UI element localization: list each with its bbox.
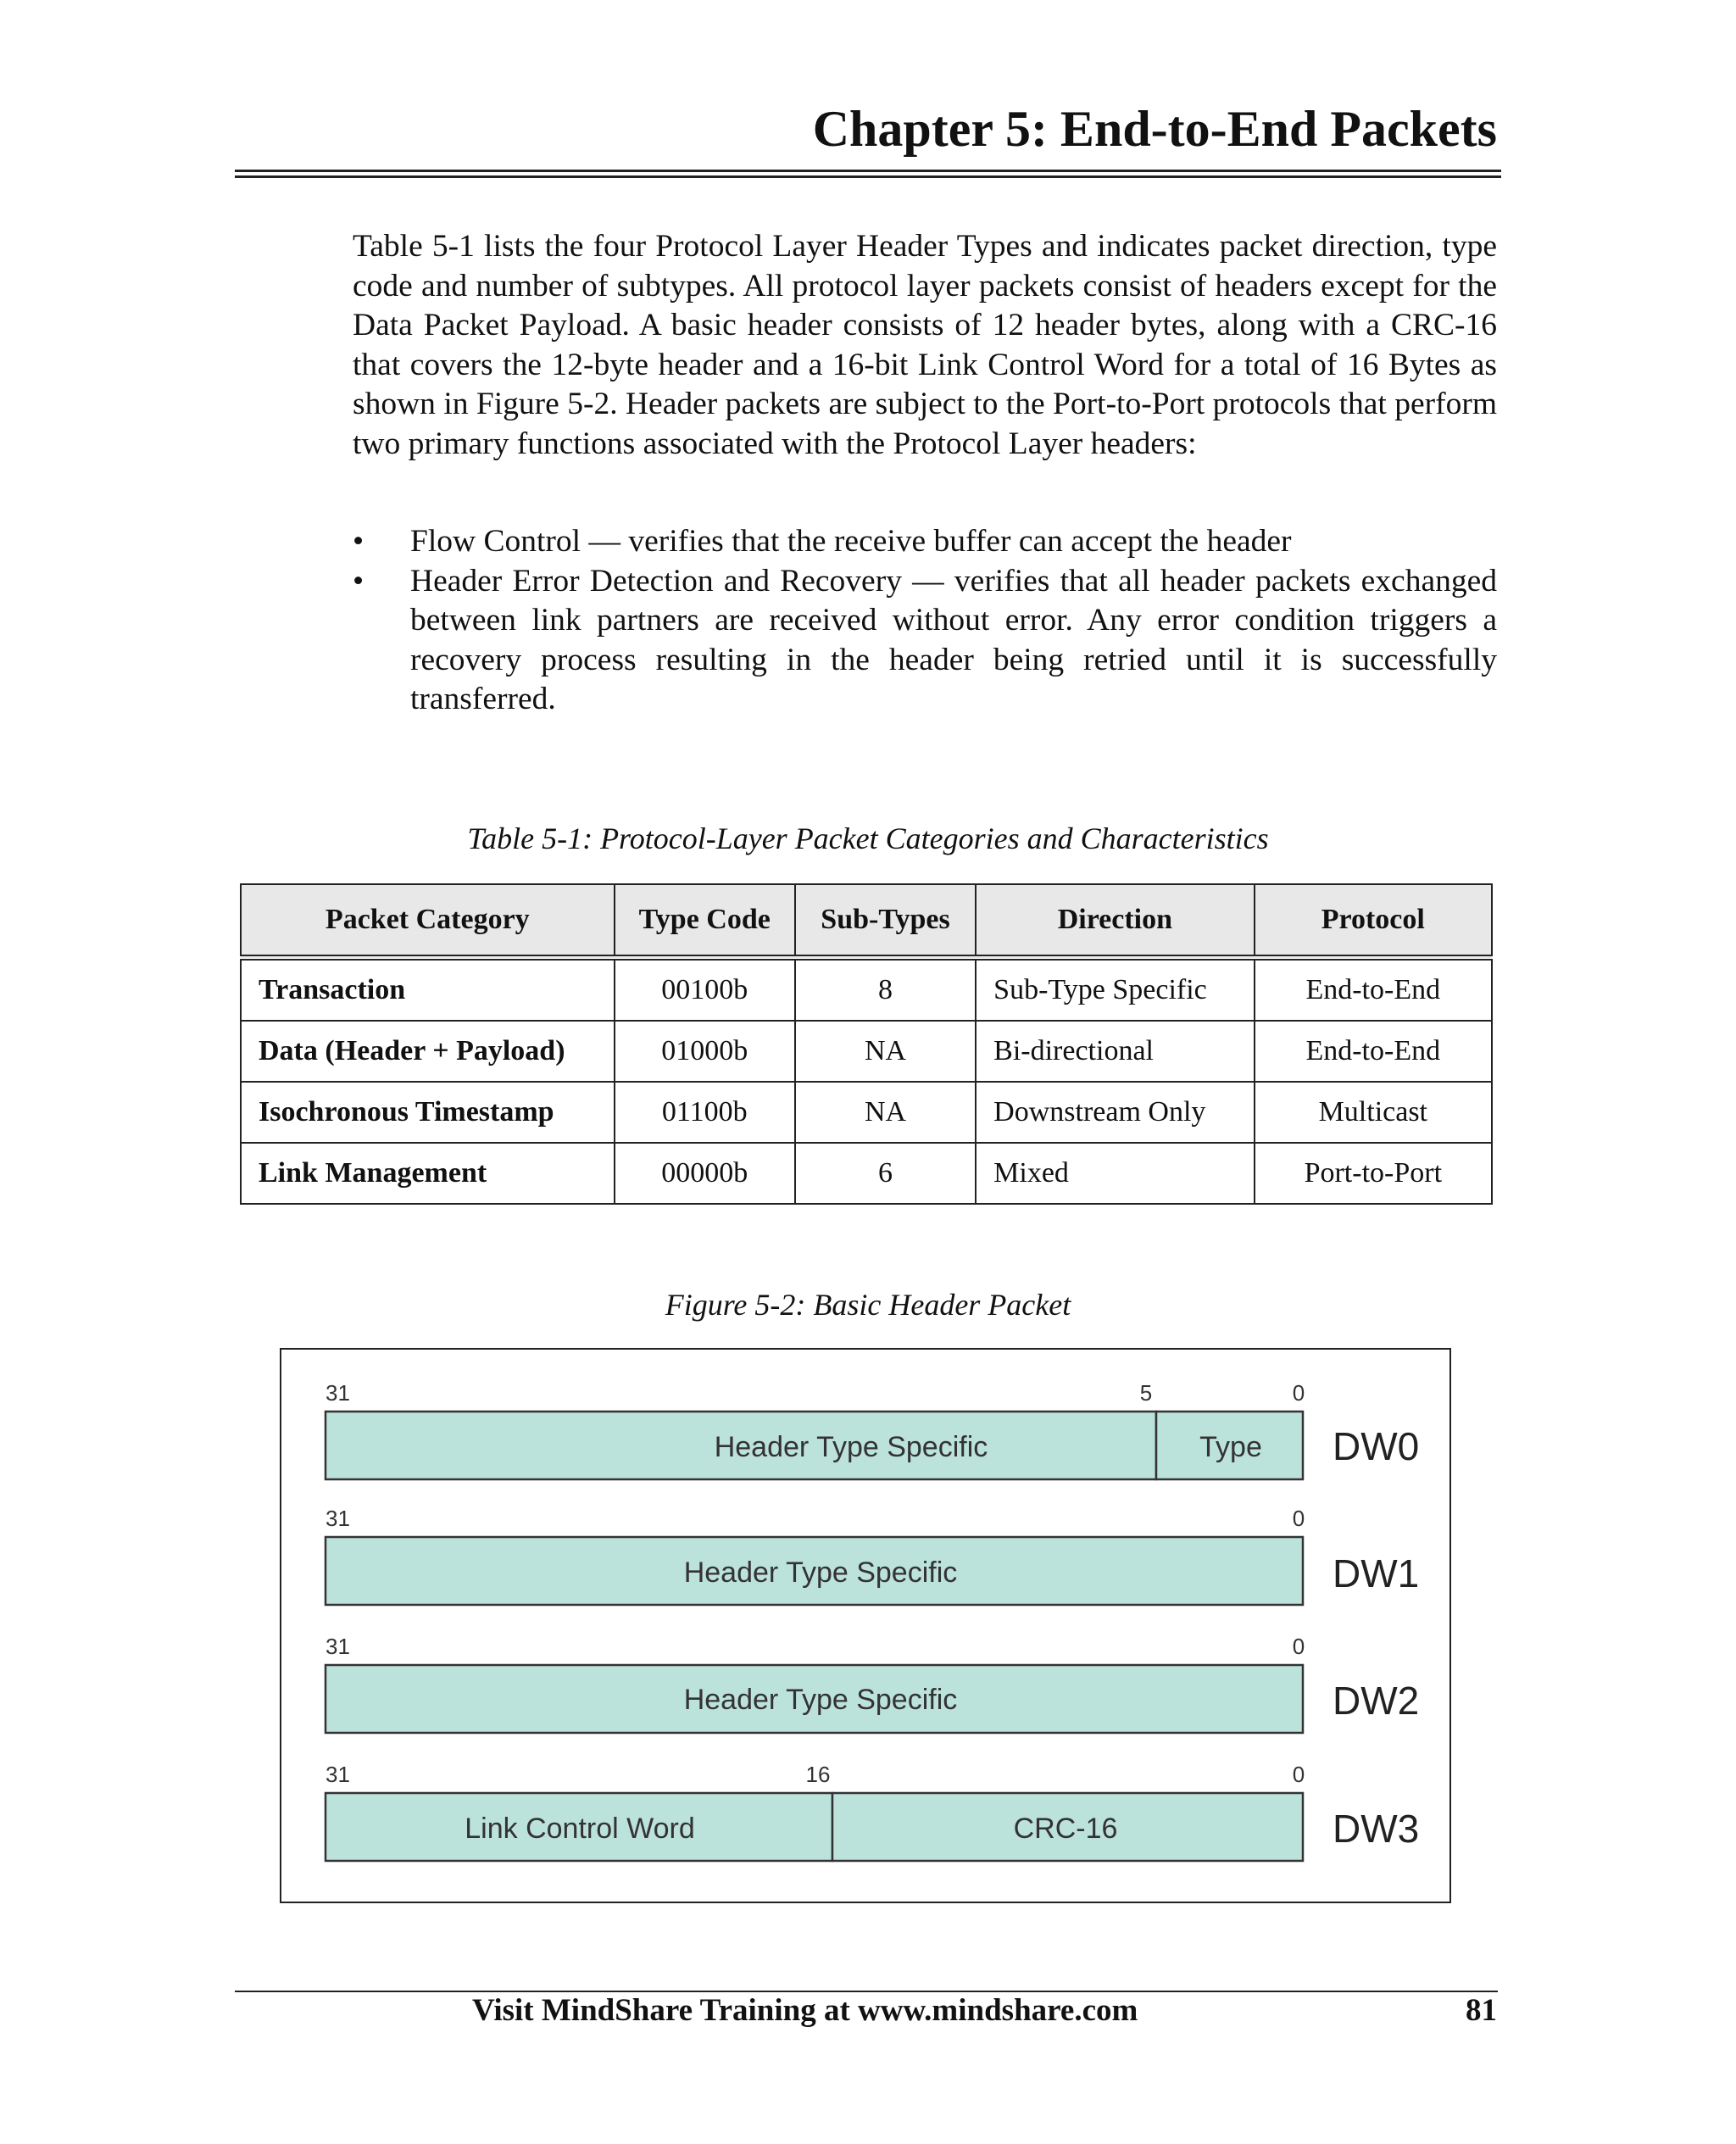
bit-label-low: 0 bbox=[1292, 1380, 1305, 1406]
column-header: Packet Category bbox=[241, 884, 615, 958]
field-label: Type bbox=[1199, 1431, 1262, 1463]
intro-paragraph: Table 5-1 lists the four Protocol Layer Header Types and indicates packet direction, type code and number of subtypes. All protocol layer packets consist of headers except for the Data Packet Payload. A basic header consists of 12 header bytes, along with a CRC-16 that covers the 12-byte header and a 16-bit Link Control Word for a total of 16 Bytes as shown in Figure 5-2. Header packets are subject to the Port-to-Port protocols that perform two primary functions associated with the Protocol Layer headers: bbox=[353, 229, 1497, 461]
protocol-cell: Port-to-Port bbox=[1255, 1143, 1492, 1204]
basic-header-packet-figure bbox=[280, 1348, 1451, 1903]
direction-cell: Mixed bbox=[976, 1143, 1254, 1204]
function-list bbox=[353, 522, 1497, 720]
column-header: Protocol bbox=[1255, 884, 1492, 958]
packet-category-cell: Isochronous Timestamp bbox=[241, 1082, 615, 1143]
bit-label-high: 31 bbox=[326, 1762, 350, 1787]
table-row bbox=[241, 1021, 1492, 1082]
dword-label: DW0 bbox=[1333, 1424, 1420, 1468]
bit-label-mid: 16 bbox=[805, 1762, 831, 1787]
column-header: Type Code bbox=[615, 884, 795, 958]
bit-label-high: 31 bbox=[326, 1634, 350, 1659]
figure-caption: Figure 5-2: Basic Header Packet bbox=[665, 1288, 1071, 1322]
bit-label-low: 0 bbox=[1292, 1634, 1305, 1659]
dword-label: DW3 bbox=[1333, 1807, 1420, 1851]
header-packet-diagram bbox=[281, 1350, 1453, 1905]
bullet-text: Flow Control — verifies that the receive buffer can accept the header bbox=[410, 524, 1292, 559]
table-caption: Table 5-1: Protocol-Layer Packet Categories and Characteristics bbox=[467, 821, 1269, 855]
protocol-cell: End-to-End bbox=[1255, 958, 1492, 1022]
dword-label: DW2 bbox=[1333, 1679, 1420, 1723]
sub-types-cell: NA bbox=[795, 1021, 976, 1082]
list-item bbox=[353, 562, 1497, 720]
bit-label-high: 31 bbox=[326, 1380, 350, 1406]
bullet-icon: • bbox=[353, 563, 364, 599]
table-header-row bbox=[241, 884, 1492, 958]
field-label: Header Type Specific bbox=[683, 1684, 958, 1716]
field-label: Header Type Specific bbox=[683, 1556, 958, 1589]
list-item bbox=[353, 522, 1497, 562]
column-header: Direction bbox=[976, 884, 1254, 958]
type-code-cell: 01000b bbox=[615, 1021, 795, 1082]
dword-label: DW1 bbox=[1333, 1551, 1420, 1595]
header-rule-top bbox=[235, 170, 1501, 172]
field-label: Header Type Specific bbox=[714, 1431, 988, 1463]
type-code-cell: 00000b bbox=[615, 1143, 795, 1204]
page-number: 81 bbox=[1466, 1993, 1497, 2028]
direction-cell: Sub-Type Specific bbox=[976, 958, 1254, 1022]
column-header: Sub-Types bbox=[795, 884, 976, 958]
packet-categories-table bbox=[240, 883, 1493, 1205]
type-code-cell: 00100b bbox=[615, 958, 795, 1022]
packet-category-cell: Link Management bbox=[241, 1143, 615, 1204]
table-row bbox=[241, 1082, 1492, 1143]
sub-types-cell: 8 bbox=[795, 958, 976, 1022]
field-label: CRC-16 bbox=[1013, 1813, 1118, 1845]
packet-category-cell: Data (Header + Payload) bbox=[241, 1021, 615, 1082]
protocol-cell: Multicast bbox=[1255, 1082, 1492, 1143]
header-rule-bottom bbox=[235, 175, 1501, 178]
bit-label-mid: 5 bbox=[1139, 1380, 1153, 1406]
sub-types-cell: 6 bbox=[795, 1143, 976, 1204]
table-row bbox=[241, 1143, 1492, 1204]
footer-text: Visit MindShare Training at www.mindshare.com bbox=[472, 1993, 1138, 2028]
field-label: Link Control Word bbox=[465, 1813, 695, 1845]
table-row bbox=[241, 958, 1492, 1022]
sub-types-cell: NA bbox=[795, 1082, 976, 1143]
bullet-icon: • bbox=[353, 524, 364, 559]
packet-category-cell: Transaction bbox=[241, 958, 615, 1022]
direction-cell: Bi-directional bbox=[976, 1021, 1254, 1082]
bit-label-high: 31 bbox=[326, 1506, 350, 1531]
chapter-title: Chapter 5: End-to-End Packets bbox=[812, 101, 1497, 157]
direction-cell: Downstream Only bbox=[976, 1082, 1254, 1143]
bullet-text: Header Error Detection and Recovery — verifies that all header packets exchanged between link partners are received without error. Any error condition triggers a recovery process resulting in the header being retried until it is successfully transferred. bbox=[410, 563, 1497, 716]
bit-label-low: 0 bbox=[1292, 1506, 1305, 1531]
type-code-cell: 01100b bbox=[615, 1082, 795, 1143]
protocol-cell: End-to-End bbox=[1255, 1021, 1492, 1082]
bit-label-low: 0 bbox=[1292, 1762, 1305, 1787]
